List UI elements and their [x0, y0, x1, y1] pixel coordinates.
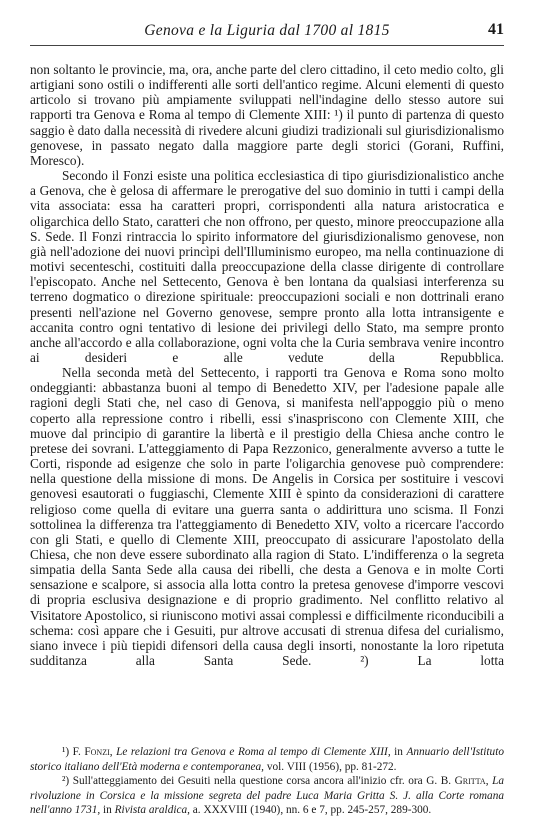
- footnote-title: La rivoluzione in Corsica e la missione segreta del padre Luca Maria Gritta S. J. alla Corte romana nell'anno 1731,: [30, 775, 505, 816]
- paragraph-3: Nella seconda metà del Settecento, i rapporti tra Genova e Roma sono molto ondeggianti: abbastanza buoni al tempo di Benedetto XIV, per l'adesione papale alle ragioni degli Stati che, nel caso di Genova, si manifesta nell'appoggio più o meno coperto alla repressione contro i ribelli, essi s'inaspriscono con Clemente XIII, che muove dal principio di garantire la libertà e il prestigio della Chiesa anche contro le pretese dei sovrani. L'atteggiamento di Papa Rezzonico, generalmente avverso a tutte le Corti, risponde ad esigenze che solo in parte l'oligarchia genovese può comprendere: nella questione della missione di mons. De Angelis in Corsica per sostituire i vescovi genovesi esautorati o fuggiaschi, Clemente XIII è spinto da considerazioni di carattere religioso come quella di evitare una guerra santa o addirittura uno scisma. Il Fonzi sottolinea la differenza tra l'atteggiamento di Benedetto XIV, volto a ricercare l'accordo con gli Stati, e quello di Clemente XIII, preoccupato di assicurare l'apostolato della Chiesa, che non deve essere subordinato alla ragion di Stato. L'indifferenza o la segreta simpatia della Santa Sede alla causa dei ribelli, che desta a Genova e in molte Corti sensazione e scalpore, si associa alla lotta contro la pretesa genovese d'imporre vescovi di propria esclusiva designazione e di proprio gradimento. Nel conflitto relativo al Visitatore Apostolico, si riuniscono motivi assai complessi e difficilmente riconducibili a schema: così appare che i Gesuiti, pur altrove accusati di strenua difesa del curialismo, siano invece i più tiepidi difensori della causa degli insorti, nonostante la loro ripetuta sudditanza alla Santa Sede. ²) La lotta: [30, 365, 504, 669]
- footnote-journal: Rivista araldica,: [114, 804, 190, 816]
- page-number: 41: [488, 21, 504, 38]
- footnote-text: in: [103, 804, 112, 816]
- header-rule: [30, 45, 504, 46]
- running-head: [30, 22, 504, 44]
- footnote-mark: ²): [62, 775, 70, 787]
- footnote-2: [30, 774, 504, 818]
- footnote-rest: vol. VIII (1956), pp. 81-272.: [266, 760, 397, 773]
- footnote-lead: Sull'atteggiamento dei Gesuiti nella questione corsa ancora all'inizio cfr. ora: [72, 775, 423, 787]
- footnote-author: F. Fonzi,: [72, 746, 113, 758]
- main-text: [30, 62, 504, 668]
- footnote-journal: Annuario dell'Istituto storico italiano dell'Età moderna e contemporanea,: [30, 746, 504, 773]
- footnote-text: in: [394, 746, 403, 758]
- footnote-rest: a. XXXVIII (1940), nn. 6 e 7, pp. 245-257, 289-300.: [192, 804, 432, 816]
- paragraph-2: Secondo il Fonzi esiste una politica ecclesiastica di tipo giurisdizionalistico anche a Genova, che è gelosa di affermare le prerogative del suo dominio in tutti i campi della vita associata: essa ha caratteri propri, corrispondenti alla natura aristocratica e oligarchica dello Stato, caratteri che non offrono, per questo, minore preoccupazione alla S. Sede. Il Fonzi rintraccia lo spirito informatore del giurisdizionalismo genovese, non già nell'adozione dei nuovi princìpi dell'Illuminismo europeo, ma nella continuazione di motivi secenteschi, costituiti dalla preoccupazione della classe dirigente di controllare l'episcopato. Anche nel Settecento, Genova è ben lontana da qualsiasi interferenza su terreno dogmatico o direzione spirituale: preoccupazioni sociali e non dottrinali erano presenti nell'azione nel Governo genovese, sempre pronto alla lotta intransigente e accanita contro ogni tentativo di lesione dei privilegi dello Stato, ma sempre pronto anche all'accordo e alla collaborazione, ogni volta che la Curia sembrava venire incontro ai desideri e alle vedute della Repubblica.: [30, 168, 504, 365]
- footnote-title: Le relazioni tra Genova e Roma al tempo di Clemente XIII,: [116, 746, 391, 758]
- running-title: Genova e la Liguria dal 1700 al 1815: [144, 22, 390, 39]
- footnote-author: G. B. Gritta,: [426, 775, 489, 787]
- footnotes: [30, 745, 504, 818]
- footnote-1: [30, 745, 504, 774]
- footnote-mark: ¹): [62, 746, 70, 758]
- paragraph-1: non soltanto le provincie, ma, ora, anche parte del clero cittadino, il ceto medio colto, gli artigiani sono ostili o indifferenti alle sorti dell'antico regime. Alcuni elementi di questo articolo si trovano più ampiamente sviluppati nell'indagine dello stesso autore sui rapporti tra Genova e Roma al tempo di Clemente XIII: ¹) il punto di partenza di questo saggio è dato dalla necessità di rivedere alcuni giudizi tradizionali sul giurisdizionalismo genovese, in passato negato dalla maggiore parte degli storici (Gorani, Ruffini, Moresco).: [30, 62, 504, 168]
